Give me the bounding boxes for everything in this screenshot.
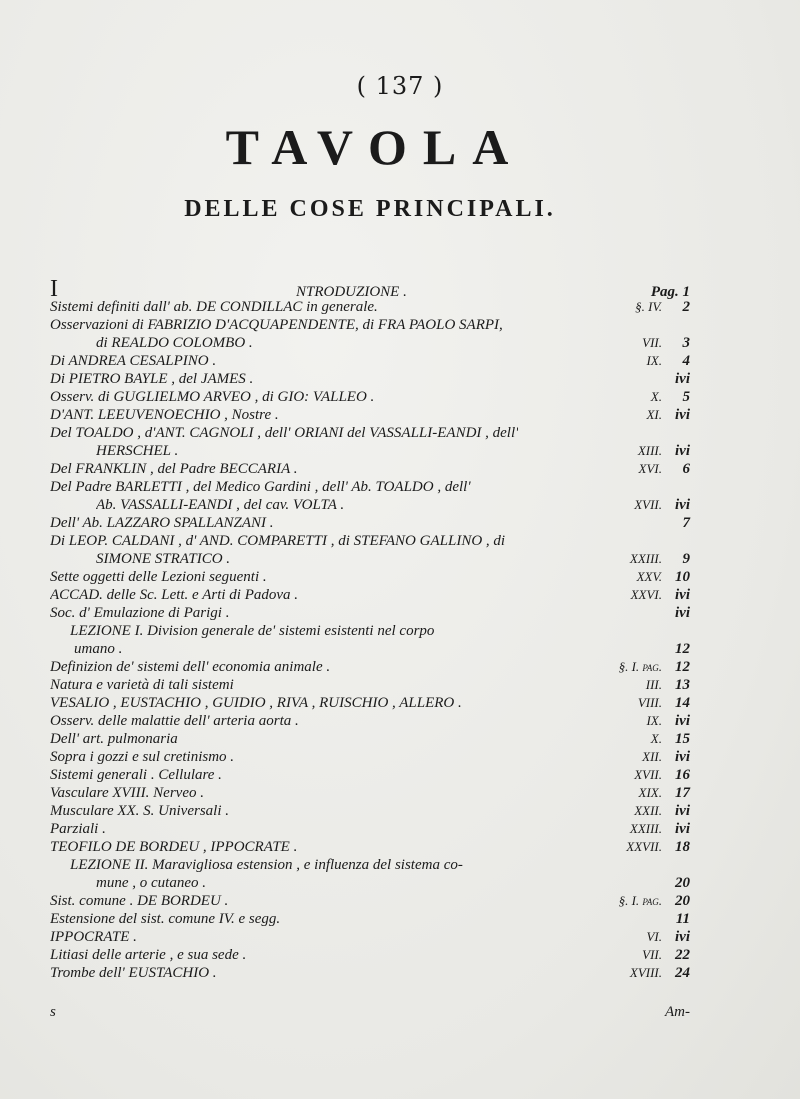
toc-entry-reference [646,406,690,424]
toc-entry-page: 4 [682,353,690,369]
toc-entry [50,730,690,748]
toc-entry-page: 24 [675,965,690,981]
toc-entry-reference [630,820,690,838]
toc-entry [50,892,690,910]
toc-entry [50,820,690,838]
toc-entry-reference [646,928,690,946]
toc-entry-section: VII. [642,947,662,962]
toc-entry-page: Pag. 1 [650,284,690,300]
toc-entry [50,370,690,388]
toc-entry-reference [662,514,690,532]
toc-entry-reference [619,658,690,676]
toc-entry-page: 5 [682,389,690,405]
toc-entry [50,604,690,622]
toc-entry-reference [646,676,690,694]
page-subtitle: DELLE COSE PRINCIPALI. [184,196,556,222]
toc-entry-text: Dell' Ab. LAZZARO SPALLANZANI . [50,515,274,531]
toc-entry-section: X. [650,389,662,404]
toc-entry-section: XVI. [638,461,662,476]
toc-entry-section: XIII. [637,443,662,458]
toc-entry-reference [634,496,690,514]
toc-entry-reference [662,910,690,928]
toc-entry-text: Sistemi generali . Cellulare . [50,767,222,783]
toc-entry-reference [630,964,690,982]
toc-entry-reference [634,802,690,820]
toc-entry-text: Trombe dell' EUSTACHIO . [50,965,217,981]
toc-entry [50,766,690,784]
toc-entry [50,276,690,302]
toc-entry-text: Vasculare XVIII. Nerveo . [50,785,204,801]
toc-entry-reference [646,352,690,370]
toc-entry-text: Definizion de' sistemi dell' economia animale . [50,659,331,675]
toc-entry-text: Natura e varietà di tali sistemi [50,677,234,693]
toc-entry-page: 12 [675,641,690,657]
toc-entry-page: 13 [675,677,690,693]
toc-entry-section: IX. [646,713,662,728]
toc-entry-reference [642,946,690,964]
toc-entry [50,784,690,802]
toc-entry-reference [639,460,690,478]
toc-entry-text: Del TOALDO , d'ANT. CAGNOLI , dell' ORIANI del VASSALLI-EANDI , dell' [50,425,519,441]
toc-entry-page: ivi [675,713,690,729]
toc-entry [50,334,690,352]
toc-entry-section: XXII. [634,803,662,818]
toc-entry-text: Estensione del sist. comune IV. e segg. [50,911,281,927]
toc-entry [50,424,690,442]
toc-entry-text: umano . [74,641,123,657]
toc-entry-text: TEOFILO DE BORDEU , IPPOCRATE . [50,839,298,855]
toc-entry-reference [651,730,690,748]
toc-entry [50,928,690,946]
page-number: ( 137 ) [356,72,444,100]
toc-entry-section: §. IV. [635,299,662,314]
toc-entry-page: ivi [675,371,690,387]
toc-entry-page: ivi [675,803,690,819]
toc-entry-text: ACCAD. delle Sc. Lett. e Arti di Padova . [50,587,299,603]
toc-entry-page: 18 [675,839,690,855]
toc-entry-reference [662,370,690,388]
toc-entry-section: VII. [642,335,662,350]
drop-initial: I [50,276,58,302]
toc-entry-text: Sistemi definiti dall' ab. DE CONDILLAC in generale. [50,299,378,315]
toc-entry-text: Litiasi delle arterie , e sua sede . [50,947,247,963]
toc-entry-reference [631,586,690,604]
toc-entry-page: 12 [675,659,690,675]
page-title: TAVOLA [225,119,525,175]
toc-entry-text: Sist. comune . DE BORDEU . [50,893,229,909]
toc-entry-text: SIMONE STRATICO . [96,551,231,567]
toc-entry-page: ivi [675,587,690,603]
toc-entry [50,388,690,406]
toc-entry [50,874,690,892]
toc-entry-reference [634,766,690,784]
toc-entry-reference [646,712,690,730]
toc-entry-text: HERSCHEL . [96,443,179,459]
toc-entry-page: 22 [675,947,690,963]
table-of-contents [50,276,690,982]
page-footer [50,1004,690,1021]
toc-entry-page: 9 [682,551,690,567]
toc-entry-reference [637,568,690,586]
toc-entry [50,460,690,478]
toc-entry-text: Dell' art. pulmonaria [50,731,178,747]
toc-entry-section: XI. [646,407,662,422]
toc-entry-reference [662,604,690,622]
toc-entry-section: §. I. pag. [618,659,662,674]
toc-entry-page: ivi [675,605,690,621]
toc-entry-section: §. I. pag. [618,893,662,908]
toc-entry-text: D'ANT. LEEUVENOECHIO , Nostre . [50,407,279,423]
toc-entry-text: Parziali . [50,821,106,837]
toc-entry-section: XXV. [636,569,662,584]
toc-entry-text: Osserv. di GUGLIELMO ARVEO , di GIO: VALLEO . [50,389,375,405]
toc-entry [50,442,690,460]
toc-entry-text: Di ANDREA CESALPINO . [50,353,217,369]
toc-entry [50,694,690,712]
toc-entry [50,964,690,982]
toc-entry-page: 20 [675,875,690,891]
toc-entry [50,406,690,424]
toc-entry-text: VESALIO , EUSTACHIO , GUIDIO , RIVA , RUISCHIO , ALLERO . [50,695,462,711]
toc-entry-text: LEZIONE II. Maravigliosa estension , e influenza del sistema co- [70,857,463,873]
toc-entry-page: ivi [675,749,690,765]
toc-entry-page: 20 [675,893,690,909]
toc-entry [50,298,690,316]
toc-entry-page: 3 [682,335,690,351]
toc-entry-page: 16 [675,767,690,783]
toc-entry-page: 2 [682,299,690,315]
toc-entry [50,910,690,928]
toc-entry-reference [635,298,690,316]
toc-entry-section: IX. [646,353,662,368]
toc-entry-page: ivi [675,821,690,837]
toc-entry-reference [626,838,690,856]
toc-entry [50,514,690,532]
toc-entry-text: di REALDO COLOMBO . [96,335,253,351]
toc-entry-section: XXVI. [630,587,662,602]
toc-entry-reference [642,748,690,766]
toc-entry-text: Ab. VASSALLI-EANDI , del cav. VOLTA . [96,497,345,513]
toc-entry-text: Del Padre BARLETTI , del Medico Gardini , dell' Ab. TOALDO , dell' [50,479,471,495]
toc-entry-text: LEZIONE I. Division generale de' sistemi esistenti nel corpo [70,623,435,639]
toc-entry-section: XVIII. [629,965,662,980]
toc-entry [50,352,690,370]
toc-entry-reference [619,892,690,910]
toc-entry [50,568,690,586]
toc-entry-text: Del FRANKLIN , del Padre BECCARIA . [50,461,298,477]
toc-entry-section: XXIII. [629,821,662,836]
toc-entry [50,532,690,550]
toc-entry-page: 17 [675,785,690,801]
toc-entry [50,676,690,694]
catchword: Am- [665,1004,690,1020]
signature-mark: s [50,1004,56,1020]
toc-entry-page: 10 [675,569,690,585]
toc-entry [50,856,690,874]
toc-entry-section: XII. [642,749,662,764]
toc-entry-text: Di LEOP. CALDANI , d' AND. COMPARETTI , di STEFANO GALLINO , di [50,533,506,549]
toc-entry-text: Di PIETRO BAYLE , del JAMES . [50,371,254,387]
toc-entry [50,550,690,568]
toc-entry-section: XXIII. [629,551,662,566]
toc-entry-reference [638,694,690,712]
toc-entry-text: NTRODUZIONE . [295,284,407,300]
toc-entry [50,712,690,730]
toc-entry-section: III. [645,677,662,692]
toc-entry [50,478,690,496]
toc-entry-text: Sopra i gozzi e sul cretinismo . [50,749,235,765]
toc-entry-section: XVII. [634,767,662,782]
toc-entry-reference [639,784,690,802]
toc-entry [50,496,690,514]
toc-entry-section: X. [650,731,662,746]
toc-entry-page: 6 [682,461,690,477]
toc-entry-page: ivi [675,443,690,459]
toc-entry [50,640,690,658]
toc-entry-reference [651,388,690,406]
toc-entry-page: 7 [682,515,690,531]
toc-entry-section: XXVII. [626,839,662,854]
toc-entry [50,946,690,964]
toc-entry-section: XVII. [634,497,662,512]
toc-entry-text: Sette oggetti delle Lezioni seguenti . [50,569,267,585]
toc-entry-page: ivi [675,929,690,945]
toc-entry-section: VI. [646,929,662,944]
toc-entry-text: Musculare XX. S. Universali . [50,803,229,819]
toc-entry-text: Soc. d' Emulazione di Parigi . [50,605,230,621]
toc-entry [50,802,690,820]
toc-entry [50,586,690,604]
toc-entry-section: VIII. [637,695,662,710]
toc-entry [50,838,690,856]
toc-entry-text: mune , o cutaneo . [96,875,206,891]
toc-entry-reference [642,334,690,352]
toc-entry-page: ivi [675,407,690,423]
toc-entry-section: XIX. [638,785,662,800]
toc-entry-reference [662,874,690,892]
toc-entry-page: 11 [675,911,690,927]
toc-entry-text: Osserv. delle malattie dell' arteria aorta . [50,713,299,729]
toc-entry-reference [630,550,690,568]
toc-entry-reference [638,442,690,460]
toc-entry-page: ivi [675,497,690,513]
toc-entry [50,316,690,334]
toc-entry-text: Osservazioni di FABRIZIO D'ACQUAPENDENTE, di FRA PAOLO SARPI, [50,317,503,333]
toc-entry [50,748,690,766]
toc-entry-page: 15 [675,731,690,747]
toc-entry [50,622,690,640]
toc-entry [50,658,690,676]
toc-entry-text: IPPOCRATE . [50,929,137,945]
toc-entry-reference [662,640,690,658]
toc-entry-page: 14 [675,695,690,711]
